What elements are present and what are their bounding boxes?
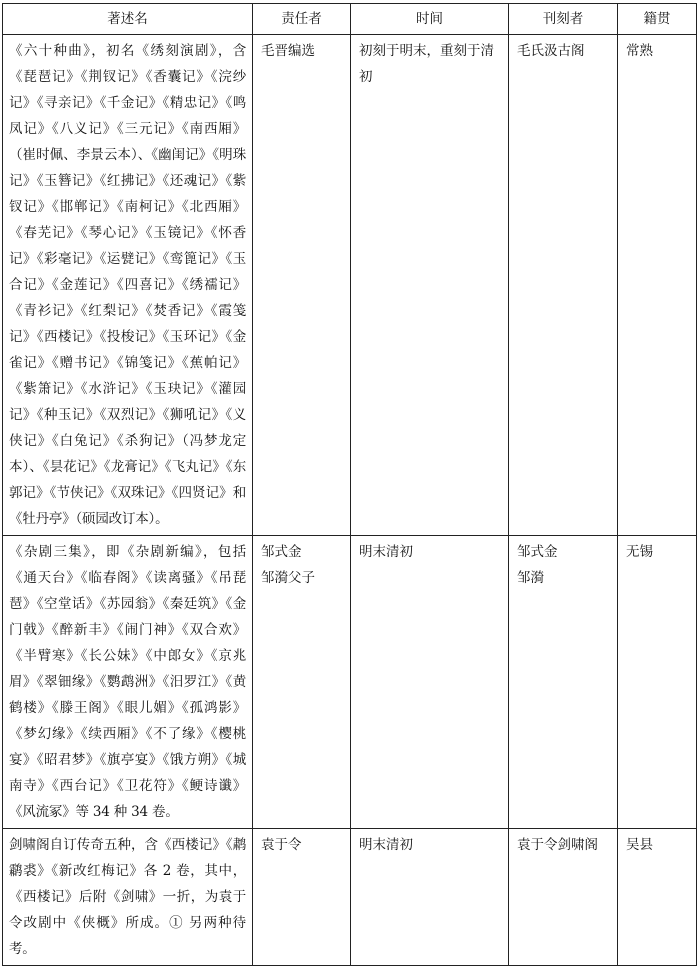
header-time: 时间 xyxy=(351,4,509,35)
time-cell: 明末清初 xyxy=(351,536,509,829)
time-cell: 明末清初 xyxy=(351,829,509,966)
author-cell xyxy=(253,35,351,536)
printer-line: 邹式金 xyxy=(517,544,558,560)
printer-cell xyxy=(509,829,618,966)
origin-cell: 常熟 xyxy=(618,35,697,536)
printer-line: 袁于令剑啸阁 xyxy=(517,837,598,853)
table-row xyxy=(3,536,697,829)
header-origin: 籍贯 xyxy=(618,4,697,35)
printer-cell xyxy=(509,35,618,536)
author-line: 袁于令 xyxy=(261,837,302,853)
header-title: 著述名 xyxy=(3,4,253,35)
printer-cell xyxy=(509,536,618,829)
author-line: 邹漪父子 xyxy=(261,570,315,586)
origin-cell: 无锡 xyxy=(618,536,697,829)
origin-cell: 吴县 xyxy=(618,829,697,966)
printer-line: 毛氏汲古阁 xyxy=(517,43,585,59)
table-row xyxy=(3,35,697,536)
work-title-cell: 《杂剧三集》，即《杂剧新编》，包括《通天台》《临春阁》《读离骚》《吊琵琶》《空堂话》《苏园翁》《秦廷筑》《金门戟》《醉新丰》《闹门神》《双合欢》《半臂寒》《长公妹》《中郎女》《京兆眉》《翠钿缘》《鹦鹉洲》《汨罗江》《黄鹤楼》《滕王阁》《眼儿媚》《孤鸿影》《梦幻缘》《续西厢》《不了缘》《樱桃宴》《昭君梦》《旗亭宴》《饿方朔》《城南寺》《西台记》《卫花符》《鲠诗谶》《风流冢》等 34 种 34 卷。 xyxy=(3,536,253,829)
author-line: 毛晋编选 xyxy=(261,43,315,59)
author-cell xyxy=(253,829,351,966)
work-title-cell: 《六十种曲》，初名《绣刻演剧》，含《琵琶记》《荆钗记》《香囊记》《浣纱记》《寻亲记》《千金记》《精忠记》《鸣凤记》《八义记》《三元记》《南西厢》（崔时佩、李景云本）、《幽闺记》《明珠记》《玉簪记》《红拂记》《还魂记》《紫钗记》《邯郸记》《南柯记》《北西厢》《春芜记》《琴心记》《玉镜记》《怀香记》《彩毫记》《运甓记》《鸾篦记》《玉合记》《金莲记》《四喜记》《绣襦记》《青衫记》《红梨记》《焚香记》《霞笺记》《西楼记》《投梭记》《玉环记》《金雀记》《赠书记》《锦笺记》《蕉帕记》《紫箫记》《水浒记》《玉玦记》《灌园记》《种玉记》《双烈记》《狮吼记》《义侠记》《白兔记》《杀狗记》（冯梦龙定本）、《昙花记》《龙膏记》《飞丸记》《东郭记》《节侠记》《双珠记》《四贤记》和《牡丹亭》（硕园改订本）。 xyxy=(3,35,253,536)
header-row xyxy=(3,4,697,35)
work-title-cell: 剑啸阁自订传奇五种，含《西楼记》《鹔鹴裘》《新改红梅记》各 2 卷，其中，《西楼记》后附《剑啸》一折，为袁于令改剧中《侠概》所成。① 另两种待考。 xyxy=(3,829,253,966)
author-cell xyxy=(253,536,351,829)
printer-line: 邹漪 xyxy=(517,570,544,586)
table-row xyxy=(3,829,697,966)
header-printer: 刊刻者 xyxy=(509,4,618,35)
header-author: 责任者 xyxy=(253,4,351,35)
bibliography-table xyxy=(2,3,697,966)
time-cell: 初刻于明末，重刻于清初 xyxy=(351,35,509,536)
author-line: 邹式金 xyxy=(261,544,302,560)
